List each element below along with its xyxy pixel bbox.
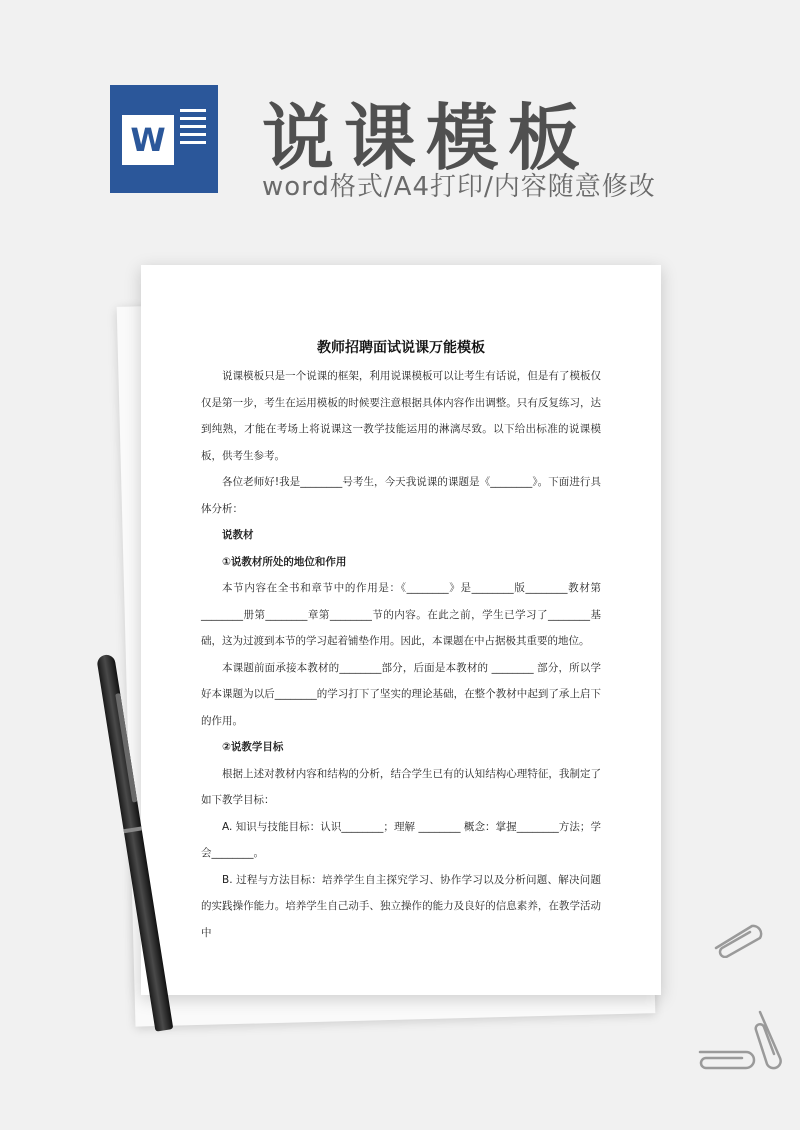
paragraph-goals-intro: 根据上述对教材内容和结构的分析，结合学生已有的认知结构心理特征，我制定了如下教学目标： xyxy=(201,767,601,806)
paragraph-goal-b: B. 过程与方法目标：培养学生自主探究学习、协作学习以及分析问题、解决问题的实践操作能力。培养学生自己动手、独立操作的能力及良好的信息素养，在教学活动中 xyxy=(201,873,601,939)
document-title: 教师招聘面试说课万能模板 xyxy=(317,340,485,356)
paragraph-goal-a: A. 知识与技能目标：认识________；理解 ________ 概念：掌握________方法；学会________。 xyxy=(201,820,601,859)
pen-ring xyxy=(123,826,141,833)
banner-subtitle: word格式/A4打印/内容随意修改 xyxy=(262,172,656,202)
heading-position-role: ①说教材所处的地位和作用 xyxy=(222,555,347,568)
word-logo-lines xyxy=(180,109,206,149)
word-logo-letter: W xyxy=(122,115,174,165)
heading-shuo-jiaocai: 说教材 xyxy=(222,529,254,541)
paragraph-intro: 说课模板只是一个说课的框架，利用说课模板可以让考生有话说，但是有了模板仅仅是第一步，考生在运用模板的时候要注意根据具体内容作出调整。只有反复练习，达到纯熟，才能在考场上将说课这一教学技能运用的淋漓尽致。以下给出标准的说课模板，供考生参考。 xyxy=(201,370,601,462)
document-page xyxy=(141,265,661,995)
paragraph-content-role: 本节内容在全书和章节中的作用是：《________》是________版________教材第________册第________章第________节的内容。在此之前，学生已学习了________基础，这为过渡到本节的学习起着铺垫作用。因此，本课题在中占据极其重要的地位。 xyxy=(201,582,601,647)
banner-title: 说课模板 xyxy=(262,96,591,180)
paragraph-connection: 本课题前面承接本教材的________部分，后面是本教材的 ________ 部分，所以学好本课题为以后________的学习打下了坚实的理论基础，在整个教材中起到了承上启下的作用。 xyxy=(201,661,601,727)
paperclip-icon xyxy=(708,918,768,958)
word-logo-icon xyxy=(110,85,218,193)
paperclip-icon xyxy=(750,1008,790,1072)
heading-teaching-goals: ②说教学目标 xyxy=(222,741,284,753)
paragraph-greeting: 各位老师好!我是________号考生，今天我说课的课题是《________》。下面进行具体分析： xyxy=(201,476,601,515)
